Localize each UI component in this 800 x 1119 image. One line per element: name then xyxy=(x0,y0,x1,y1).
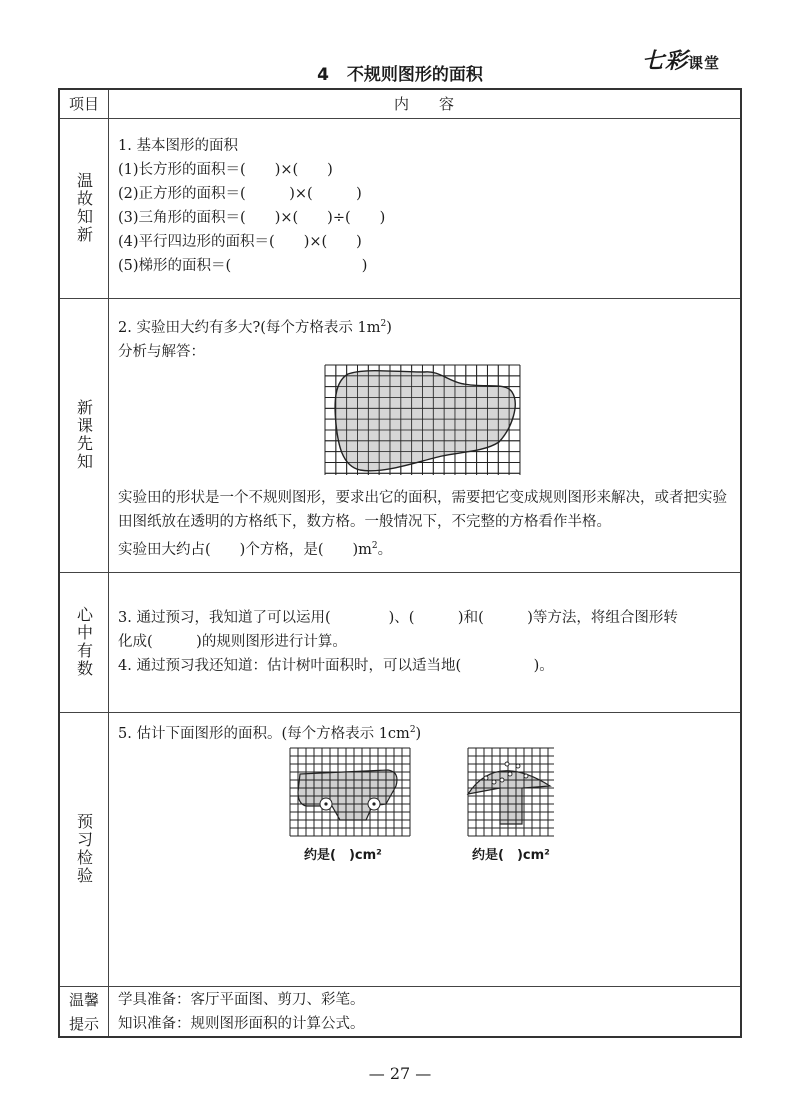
section-label-review: 温故知新 xyxy=(74,172,94,244)
header-item: 项目 xyxy=(68,95,99,113)
question-3-line-1: 3. 通过预习，我知道了可以运用( )、( )和( )等方法，将组合图形转 xyxy=(118,610,678,626)
tips-content xyxy=(118,988,730,1036)
column-divider xyxy=(108,90,109,1036)
caption-left: 约是( )cm² xyxy=(304,848,382,863)
newlesson-body: 实验田的形状是一个不规则图形，要求出它的面积，需要把它变成规则图形来解决，或者把实验田图纸放在透明的方格纸下，数方格。一般情况下，不完整的方格看作半格。 实验田大约占( )个方格，是( )$m^2$。 xyxy=(118,486,730,562)
review-line: (2)正方形的面积＝( )×( ) xyxy=(118,186,362,202)
row-divider xyxy=(60,118,740,119)
review-line: (3)三角形的面积＝( )×( )÷( ) xyxy=(118,210,386,226)
caption-right: 约是( )cm² xyxy=(472,848,550,863)
section-label-newlesson: 新课先知 xyxy=(74,399,94,471)
preview-question: 5. 估计下面图形的面积。(每个方格表示 $1cm^2$) xyxy=(118,725,422,742)
review-line: (1)长方形的面积＝( )×( ) xyxy=(118,162,333,178)
row-divider xyxy=(60,986,740,987)
analysis-label: 分析与解答： xyxy=(118,343,205,360)
row-divider xyxy=(60,298,740,299)
logo-main-text: 七彩 xyxy=(642,49,689,74)
section-label-tips: 温馨 提示 xyxy=(68,991,99,1033)
tip-line: 知识准备：规则图形面积的计算公式。 xyxy=(118,1016,365,1032)
review-line: (5)梯形的面积＝( ) xyxy=(118,258,368,274)
irregular-field-shape xyxy=(335,371,515,471)
question-3-line-2: 化成( )的规则图形进行计算。 xyxy=(118,634,347,650)
header-content: 内 容 xyxy=(393,95,454,113)
section-label-mindful: 心中有数 xyxy=(74,606,94,678)
field-grid-figure xyxy=(324,364,522,477)
review-content xyxy=(118,134,730,278)
worksheet-table xyxy=(58,88,742,1038)
logo-sub-text: 课堂 xyxy=(688,54,721,72)
lesson-number: 4 xyxy=(317,65,329,85)
mindful-content xyxy=(118,606,730,678)
lesson-title: 不规则图形的面积 xyxy=(346,65,483,85)
newlesson-question: 2. 实验田大约有多大?(每个方格表示 $1m^2$) 分析与解答： xyxy=(118,312,730,364)
tip-line: 学具准备：客厅平面图、剪刀、彩笔。 xyxy=(118,992,365,1008)
page-number: — 27 — xyxy=(368,1064,432,1083)
shape-grid-left xyxy=(288,746,412,842)
section-label-preview: 预习检验 xyxy=(74,813,94,885)
explanation-paragraph: 实验田的形状是一个不规则图形，要求出它的面积，需要把它变成规则图形来解决，或者把实验田图纸放在透明的方格纸下，数方格。一般情况下，不完整的方格看作半格。 xyxy=(118,490,727,530)
mushroom-shape xyxy=(468,771,550,824)
row-divider xyxy=(60,712,740,713)
page-title xyxy=(0,60,800,85)
review-line: (4)平行四边形的面积＝( )×( ) xyxy=(118,234,362,250)
question-4: 4. 通过预习我还知道：估计树叶面积时，可以适当地( )。 xyxy=(118,658,554,674)
shape-grid-right xyxy=(466,746,556,842)
review-line: 1. 基本图形的面积 xyxy=(118,138,238,154)
row-divider xyxy=(60,572,740,573)
